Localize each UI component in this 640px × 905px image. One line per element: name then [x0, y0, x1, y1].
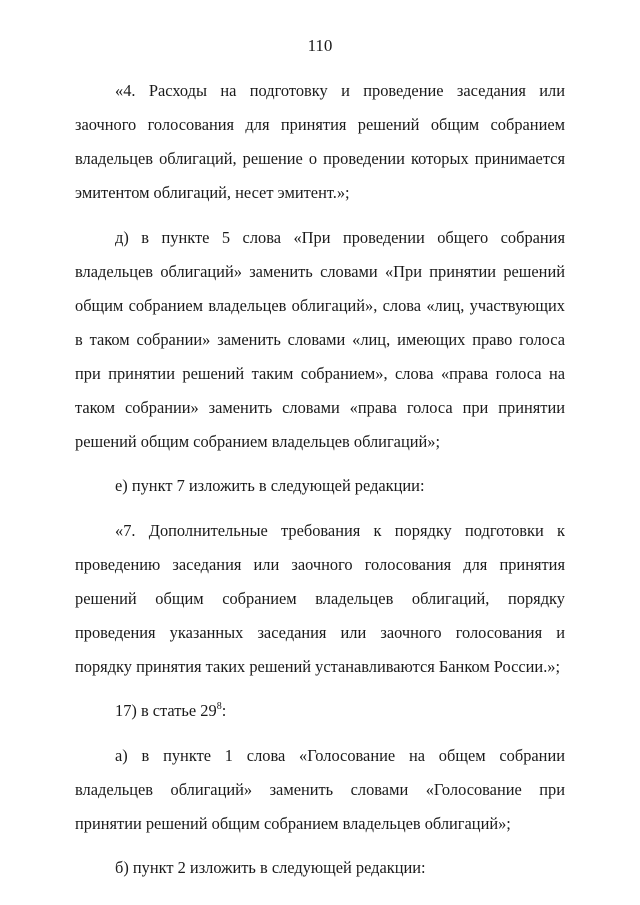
page-number: 110	[307, 36, 333, 55]
paragraph-clause-4: «4. Расходы на подготовку и проведение заседания или заочного голосования для принятия решений общим собранием владельцев облигаций, решение о проведении которых принимается эмитентом облигаций, несет эмитент.»;	[75, 81, 565, 202]
item-17-text: 17) в статье 29	[115, 701, 217, 720]
item-17-colon: :	[221, 701, 227, 720]
paragraph-item-e: е) пункт 7 изложить в следующей редакции:	[115, 476, 425, 495]
document-body	[75, 74, 565, 896]
article-superscript: 8	[216, 700, 222, 712]
paragraph-item-a: а) в пункте 1 слова «Голосование на общем собрании владельцев облигаций» заменить словами «Голосование при принятии решений общим собранием владельцев облигаций»;	[75, 745, 565, 833]
paragraph-item-d: д) в пункте 5 слова «При проведении общего собрания владельцев облигаций» заменить словами «При принятии решений общим собранием владельцев облигаций», слова «лиц, участвующих в таком собрании» заменить словами «лиц, имеющих право голоса при принятии решений таким собранием», слова «права голоса на таком собрании» заменить словами «права голоса при принятии решений общим собранием владельцев облигаций»;	[75, 227, 565, 451]
paragraph-clause-7: «7. Дополнительные требования к порядку подготовки к проведению заседания или заочного голосования для принятия решений общим собранием владельцев облигаций, порядку проведения указанных заседания или заочного голосования и порядку принятия таких решений устанавливаются Банком России.»;	[75, 520, 565, 676]
paragraph-item-b: б) пункт 2 изложить в следующей редакции:	[115, 858, 426, 877]
paragraph-item-17	[75, 694, 565, 728]
